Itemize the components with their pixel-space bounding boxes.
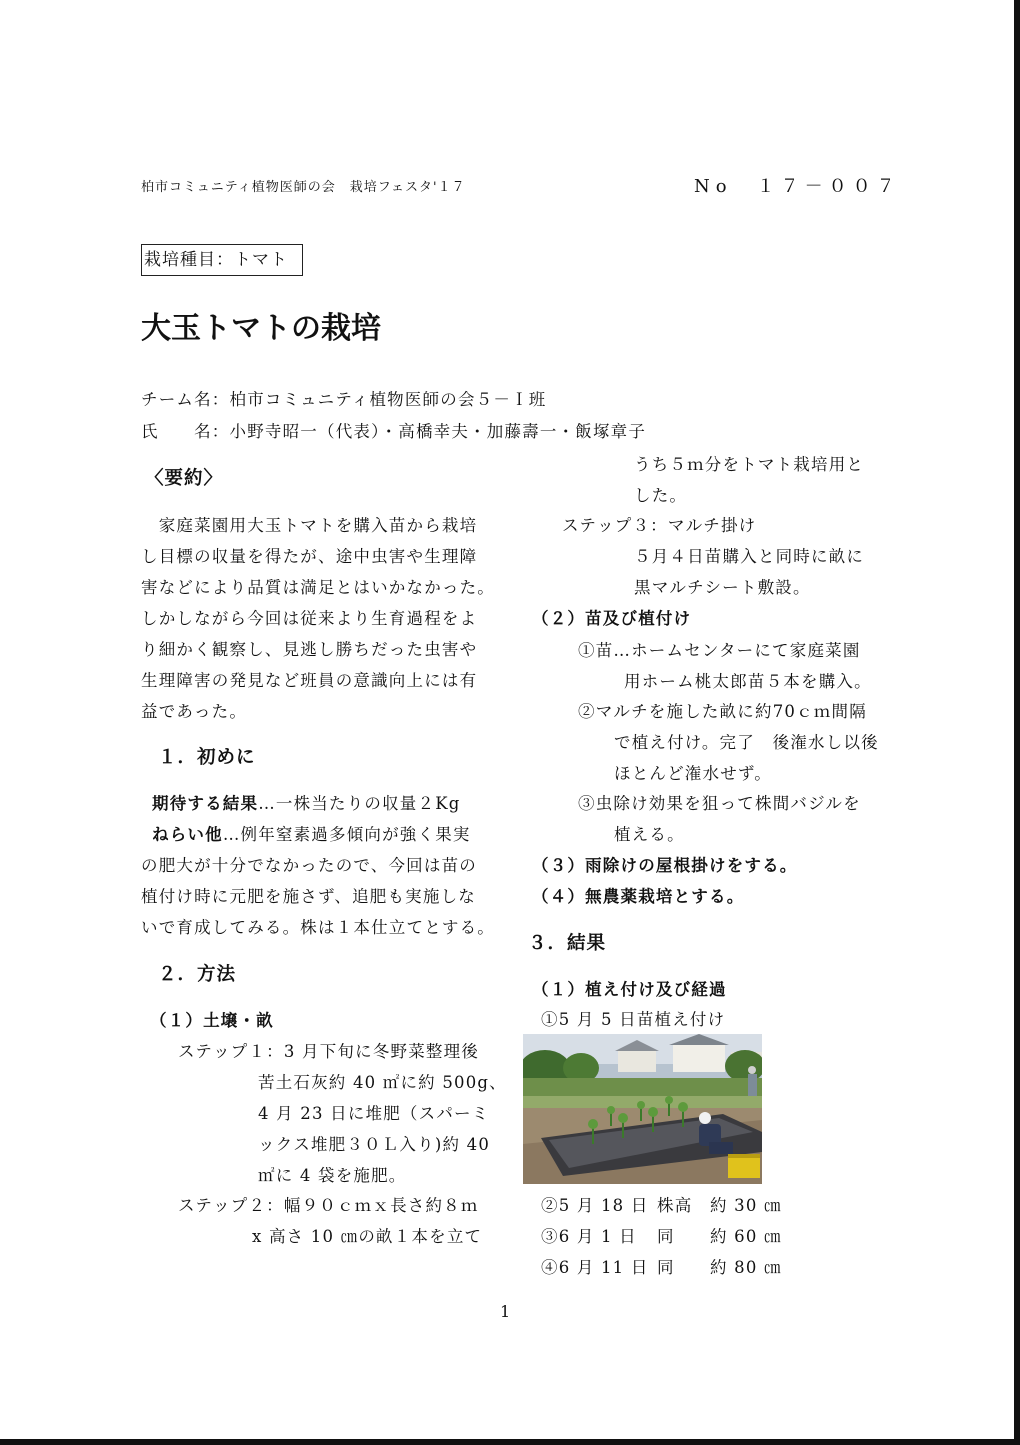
summary-line: 害などにより品質は満足とはいかなかった。 [141, 578, 495, 597]
result-item: ①5 月 5 日苗植え付け [541, 1010, 726, 1029]
growth-date: ②5 月 18 日 [541, 1196, 649, 1215]
growth-label: 同 [657, 1258, 675, 1277]
growth-date: ④6 月 11 日 [541, 1258, 649, 1277]
step2-line: ステップ２：幅９０ｃｍｘ長さ約８ｍ [178, 1196, 479, 1215]
step2-continued-line: した。 [634, 486, 688, 505]
subsection-seedlings: （２）苗及び植付け [532, 609, 692, 628]
step1-line: ックス堆肥３０Ｌ入り)約 40 [258, 1135, 491, 1154]
step1-line: ステップ１：3 月下旬に冬野菜整理後 [178, 1042, 480, 1061]
section-heading-intro: １．初めに [158, 747, 256, 768]
growth-label: 同 [657, 1227, 675, 1246]
aim-text: …例年窒素過多傾向が強く果実 [222, 825, 471, 844]
growth-value: 約 80 ㎝ [710, 1258, 782, 1277]
document-number: No １７－００７ [694, 176, 901, 197]
expected-text: …一株当たりの収量２Kg [258, 794, 461, 813]
step3-line: ５月４日苗購入と同時に畝に [634, 547, 865, 566]
summary-line: しかしながら今回は従来より生育過程をよ [141, 609, 478, 628]
subsection-planting-progress: （１）植え付け及び経過 [532, 980, 727, 999]
header-org-event: 柏市コミュニティ植物医師の会 栽培フェスタ'１７ [141, 180, 466, 195]
summary-line: り細かく観察し、見逃し勝ちだった虫害や [141, 640, 478, 659]
summary-heading: 〈要約〉 [145, 468, 224, 489]
growth-label: 株高 [657, 1196, 693, 1215]
step3-line: 黒マルチシート敷設。 [634, 578, 811, 597]
item1-line: 用ホーム桃太郎苗５本を購入。 [624, 672, 872, 691]
page-title: 大玉トマトの栽培 [141, 311, 381, 346]
expected-label: 期待する結果 [152, 794, 259, 813]
step3-label: ステップ３：マルチ掛け [562, 516, 757, 535]
item2-line: ②マルチを施した畝に約70ｃｍ間隔 [578, 702, 867, 721]
expected-result [152, 790, 461, 814]
summary-line: し目標の収量を得たが、途中虫害や生理障 [141, 547, 478, 566]
aim-label: ねらい他 [152, 825, 223, 844]
member-names: 氏 名：小野寺昭一（代表）・高橋幸夫・加藤壽一・飯塚章子 [141, 422, 647, 441]
item3-line: 植える。 [614, 825, 685, 844]
step1-line: ㎡に 4 袋を施肥。 [258, 1166, 407, 1185]
page-number: 1 [500, 1302, 511, 1321]
step2-continued-line: うち５ｍ分をトマト栽培用と [634, 455, 865, 474]
item2-line: ほとんど潅水せず。 [614, 764, 772, 783]
step2-line: x 高さ 10 ㎝の畝１本を立て [252, 1227, 483, 1246]
aim-body-line: いで育成してみる。株は１本仕立てとする。 [141, 918, 495, 937]
subsection-pesticide-free: （４）無農薬栽培とする。 [532, 887, 745, 906]
team-name: チーム名：柏市コミュニティ植物医師の会５－Ｉ班 [141, 390, 547, 409]
aim-line [152, 821, 471, 845]
subsection-rain-cover: （３）雨除けの屋根掛けをする。 [532, 856, 798, 875]
item3-line: ③虫除け効果を狙って株間バジルを [578, 794, 861, 813]
garden-photo [523, 1034, 762, 1184]
growth-value: 約 30 ㎝ [710, 1196, 782, 1215]
page-edge-right [1014, 0, 1020, 1445]
growth-date: ③6 月 1 日 [541, 1227, 637, 1246]
page-edge-bottom [0, 1439, 1020, 1445]
category-box: 栽培種目：トマト [141, 244, 303, 276]
item1-line: ①苗…ホームセンターにて家庭菜園 [578, 641, 861, 660]
summary-line: 家庭菜園用大玉トマトを購入苗から栽培 [141, 516, 478, 535]
summary-line: 生理障害の発見など班員の意識向上には有 [141, 671, 478, 690]
subsection-soil: （１）土壌・畝 [150, 1011, 274, 1030]
aim-body-line: 植付け時に元肥を施さず、追肥も実施しな [141, 887, 476, 906]
section-heading-method: ２．方法 [158, 964, 237, 985]
step1-line: 4 月 23 日に堆肥（スパーミ [258, 1104, 490, 1123]
growth-value: 約 60 ㎝ [710, 1227, 782, 1246]
section-heading-results: ３．結果 [528, 933, 607, 954]
summary-line: 益であった。 [141, 702, 248, 721]
step1-line: 苦土石灰約 40 ㎡に約 500g、 [258, 1073, 507, 1092]
aim-body-line: の肥大が十分でなかったので、今回は苗の [141, 856, 477, 875]
item2-line: で植え付け。完了 後潅水し以後 [614, 733, 879, 752]
